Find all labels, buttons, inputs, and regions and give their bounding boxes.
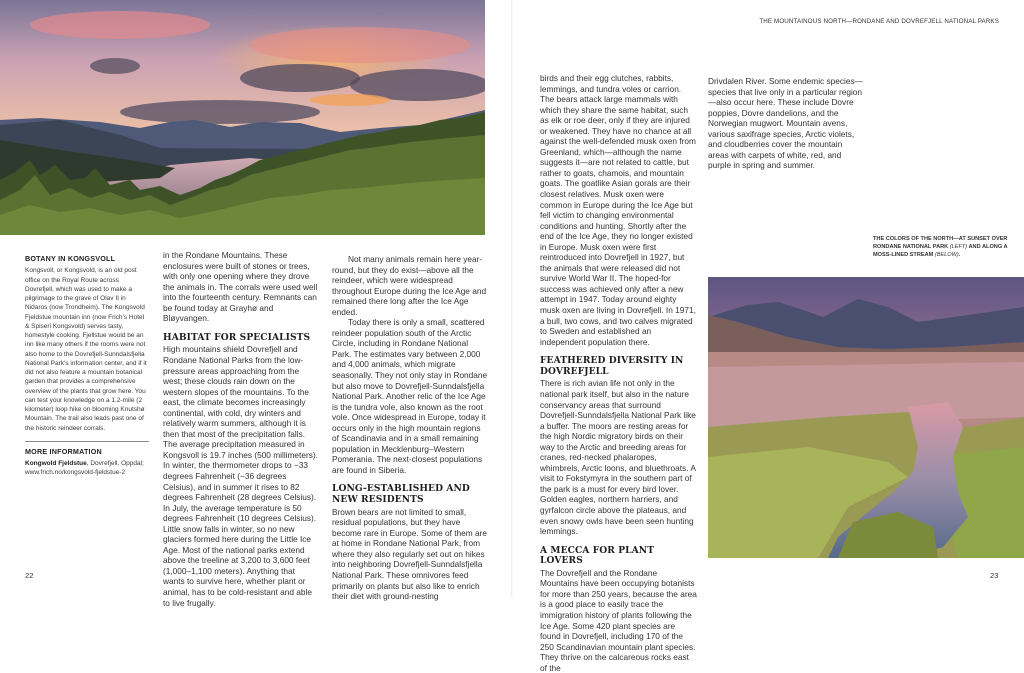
caption-direction-left: (LEFT) xyxy=(949,244,968,251)
section-heading-residents: LONG-ESTABLISHED AND NEW RESIDENTS xyxy=(332,483,470,506)
sidebar-botany-in-kongsvoll xyxy=(25,254,149,478)
page-number-right: 23 xyxy=(990,571,999,580)
page-number-left: 22 xyxy=(25,571,34,580)
paragraph: in the Rondane Mountains. These enclosures were built of stones or trees, with only one opening where they drove the animals in. The corrals were used well into the fourteenth century. Remnants can be found today at Grayhø and Bløyvangen. xyxy=(163,250,318,324)
gutter xyxy=(511,0,513,597)
section-heading-mecca: A MECCA FOR PLANT LOVERS xyxy=(540,544,655,567)
running-head: THE MOUNTAINOUS NORTH—RONDANE AND DOVREFJELL NATIONAL PARKS xyxy=(759,18,999,25)
text-column-3 xyxy=(540,73,697,673)
paragraph: birds and their egg clutches, rabbits, lemmings, and tundra voles or carrion. The bears attack large mammals with which they share the same habitat, such as elk or roe deer, only if they are injured or weakened. They have no chance at all against the well-defended musk oxen from Greenland, which—although the name suggests it—are not related to cattle, but rather to goats, chamois, and mountain goats. The goatlike Asian gorals are their closest relatives. Musk oxen were common in Europe during the Ice Age but fell victim to changing environmental conditions and hunting. Shortly after the end of the Ice Age, they no longer existed in Europe. Musk oxen were first reintroduced into Dovrefjell in 1927, but the animals that were released did not survive World War II. The hoped-for success was achieved only after a new attempt in 1947. Today around eighty musk oxen are living in Dovrefjell. In 1971, a bull, two cows, and two calves migrated to Sweden and established an independent population there. xyxy=(540,73,696,347)
paragraph: Drivdalen River. Some endemic species—species that live only in a particular region—also occur here. These include Dovre poppies, Dovre dandelions, and the Norwegian mugwort. Mountain avens, various saxifrage species, Arctic violets, and cloudberries cover the mountain areas with carpets of white, red, and purple in spring and summer. xyxy=(708,76,863,171)
paragraph: There is rich avian life not only in the national park itself, but also in the nature conservancy areas that surround Dovrefjell-Sunndalsfjella National Park like a buffer. The moors are resting areas for the high Nordic migratory birds on their way to the Arctic and breeding areas for cranes, red-necked phalaropes, whimbrels, Arctic loons, and bluethroats. A visit to Fokstymyra in the southern part of the park is a must for every bird lover. Golden eagles, northern harriers, and gyrfalcon circle above the plateaus, and even snowy owls have been seen hunting lemmings. xyxy=(540,378,696,537)
section-heading-habitat: HABITAT FOR SPECIALISTS xyxy=(163,331,311,343)
paragraph: High mountains shield Dovrefjell and Rondane National Parks from the low-pressure areas approaching from the west; these clouds rain down on the western slopes of the mountains. To the east, the climate becomes increasingly continental, with cold, dry winters and relatively warm summers, although it is then that most of the precipitation falls. The average precipitation measured in Kongsvoll is 19.7 inches (500 millimeters). In winter, the thermometer drops to −33 degrees Fahrenheit (−36 degrees Celsius), and in summer it rises to 82 degrees Fahrenheit (28 degrees Celsius). In July, the average temperature is 50 degrees Fahrenheit (10 degrees Celsius). Little snow falls in winter, so no new glaciers formed here during the Little Ice Age. Most of the national parks extend above the treeline at 3,200 to 3,600 feet (1,000–1,100 meters). Anything that wants to survive here, whether plant or animal, has to be cold-resistant and able to live frugally. xyxy=(163,344,318,608)
paragraph: The Dovrefjell and the Rondane Mountains have been occupying botanists for more than 250 years, because the area is a good place to easily trace the immigration history of plants following the Ice Age. Some 420 plant species are found in Dovrefjell, including 170 of the 250 Scandinavian mountain plant species. They thrive on the calcareous rocks east of the xyxy=(540,567,697,673)
more-information-details: , Dovrefjell, Oppdal; www.frich.no/kongsvold-fjeldstue-2 xyxy=(25,460,144,477)
sidebar-title: BOTANY IN KONGSVOLL xyxy=(25,254,116,263)
more-information-title: MORE INFORMATION xyxy=(25,446,102,456)
paragraph: Today there is only a small, scattered reindeer population south of the Arctic Circle, including in Rondane National Park. The estimates vary between 2,000 and 4,000 animals, which migrate seasonally. They not only stay in Rondane but also move to Dovrefjell-Sunndalsfjella National Park. Another relic of the Ice Age is the tundra vole, also known as the root vole. Once widespread in Europe, today it occurs only in the high mountain regions of Scandinavia and in a small remaining population in Mecklenburg–Western Pomerania. The next-closest populations are found in Siberia. xyxy=(332,317,488,475)
paragraph: Brown bears are not limited to small, residual populations, but they have become rare in Europe. Some of them are at home in Rondane National Park, from where they also regularly set out on hikes into neighboring Dovrefjell-Sunndalsfjella National Park. These omnivores feed primarily on plants but also like to enrich their diet with ground-nesting xyxy=(332,506,487,602)
paragraph: Not many animals remain here year-round, but they do exist—above all the reindeer, which were widespread throughout Europe during the Ice Age and remained there long after the Ice Age ended. xyxy=(332,254,487,317)
more-information-text xyxy=(25,459,149,478)
caption-text: AND ALONG A MOSS-LINED STREAM xyxy=(873,244,1008,259)
sidebar-body: Kongsvoll, or Kongsvold, is an old post office on the Royal Route across Dovrefjell, which was used to make a pilgrimage to the grave of Olav II in Nidaros (now Trondheim). The Kongsvold Fjeldstue mountain inn (now Frich’s Hotel & Spiseri Kongsvold) serves tasty, homestyle cooking. Fjellstue would be an inn like many others if the rooms were not also home to the Dovrefjell-Sunndalsfjella National Park’s information center, and if it did not also feature a mountain botanical garden that provides a comprehensive overview of the plants that grow here. You can test your knowledge on a 1.2-mile (2 kilometer) loop hike on blooming Knutshø Mountain. The trail also leads past one of the historic reindeer corrals. xyxy=(25,267,147,432)
photo-rondane-sunset xyxy=(0,0,485,235)
caption-text: . xyxy=(958,252,961,259)
photo-moss-stream xyxy=(708,277,1024,558)
text-column-2 xyxy=(332,254,488,602)
sidebar-divider xyxy=(25,441,149,442)
text-column-1 xyxy=(163,250,318,608)
text-column-4 xyxy=(708,76,865,171)
left-page xyxy=(0,0,512,608)
caption-direction-below: (BELOW) xyxy=(934,252,959,259)
caption-text: THE COLORS OF THE NORTH—AT SUNSET OVER RONDANE NATIONAL PARK xyxy=(873,236,1008,251)
more-information-name: Kongwold Fjeldstue xyxy=(25,460,87,467)
section-heading-feathered: FEATHERED DIVERSITY IN DOVREFJELL xyxy=(540,355,684,377)
photo-caption xyxy=(873,235,1008,260)
